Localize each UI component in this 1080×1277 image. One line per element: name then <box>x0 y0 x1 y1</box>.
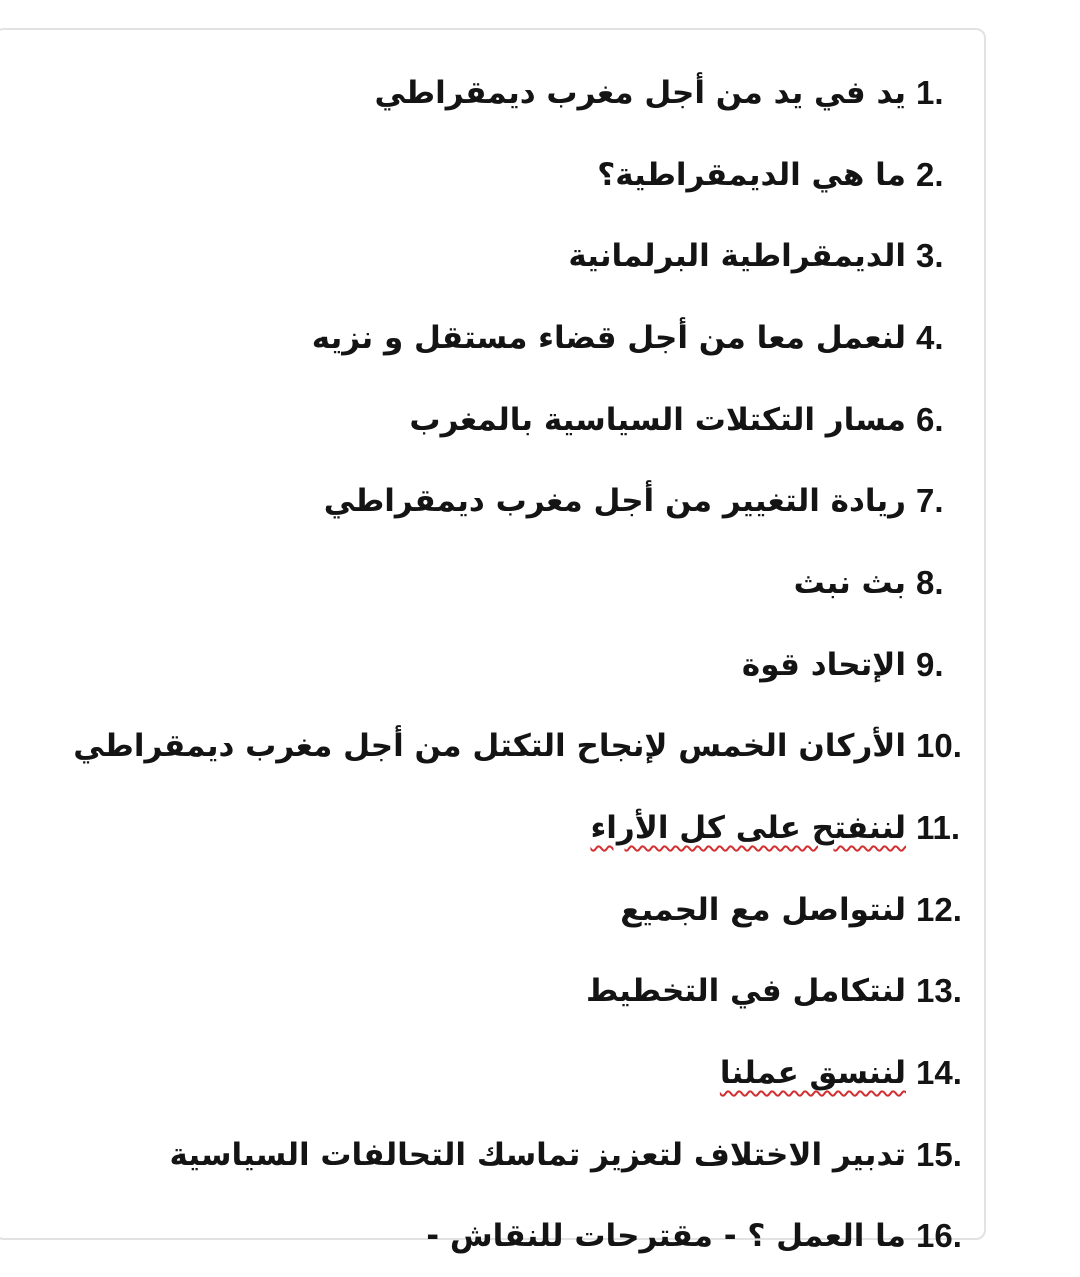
list-item[interactable] <box>0 624 972 706</box>
list-item[interactable] <box>0 869 972 951</box>
item-number: 16 . <box>916 1217 972 1255</box>
list-item[interactable] <box>0 1114 972 1196</box>
list-item[interactable] <box>0 951 972 1033</box>
list-item[interactable] <box>0 52 972 134</box>
list-item[interactable] <box>0 542 972 624</box>
item-title: لنتكامل في التخطيط <box>585 973 906 1010</box>
item-number: 6 . <box>916 401 972 439</box>
item-number: 4 . <box>916 319 972 357</box>
item-number: 2 . <box>916 156 972 194</box>
item-title: ريادة التغيير من أجل مغرب ديمقراطي <box>323 483 906 520</box>
item-title: مسار التكتلات السياسية بالمغرب <box>409 401 906 438</box>
item-number: 10 . <box>916 727 972 765</box>
table-of-contents-panel <box>0 28 986 1255</box>
item-number: 15 . <box>916 1136 972 1174</box>
list-item[interactable] <box>0 215 972 297</box>
item-number: 13 . <box>916 972 972 1010</box>
list-item[interactable] <box>0 1032 972 1114</box>
item-title: بث نبث <box>793 564 906 601</box>
item-title: لنتواصل مع الجميع <box>620 891 906 928</box>
item-number: 8 . <box>916 564 972 602</box>
item-number: 9 . <box>916 646 972 684</box>
item-title: تدبير الاختلاف لتعزيز تماسك التحالفات السياسية <box>169 1136 906 1173</box>
item-title: الأركان الخمس لإنجاح التكتل من أجل مغرب ديمقراطي <box>73 728 906 765</box>
item-number: 7 . <box>916 482 972 520</box>
item-number: 14 . <box>916 1054 972 1092</box>
item-title: لننفتح على كل الأراء <box>590 810 906 847</box>
item-title: ما هي الديمقراطية؟ <box>597 156 906 193</box>
item-title: ما العمل ؟ - مقترحات للنقاش - <box>426 1218 906 1255</box>
list-item[interactable] <box>0 134 972 216</box>
list-item[interactable] <box>0 706 972 788</box>
item-number: 1 . <box>916 74 972 112</box>
item-title: الديمقراطية البرلمانية <box>568 238 906 275</box>
list-item[interactable] <box>0 379 972 461</box>
item-title: يد في يد من أجل مغرب ديمقراطي <box>374 74 906 111</box>
list-item[interactable] <box>0 787 972 869</box>
list-item[interactable] <box>0 297 972 379</box>
item-title: لنعمل معا من أجل قضاء مستقل و نزيه <box>311 319 906 356</box>
list-item[interactable] <box>0 460 972 542</box>
item-number: 3 . <box>916 237 972 275</box>
item-number: 12 . <box>916 891 972 929</box>
table-of-contents-list <box>0 52 972 1277</box>
list-item[interactable] <box>0 1196 972 1277</box>
item-title: لننسق عملنا <box>719 1055 906 1092</box>
item-title: الإتحاد قوة <box>741 646 906 683</box>
item-number: 11 . <box>916 809 972 847</box>
